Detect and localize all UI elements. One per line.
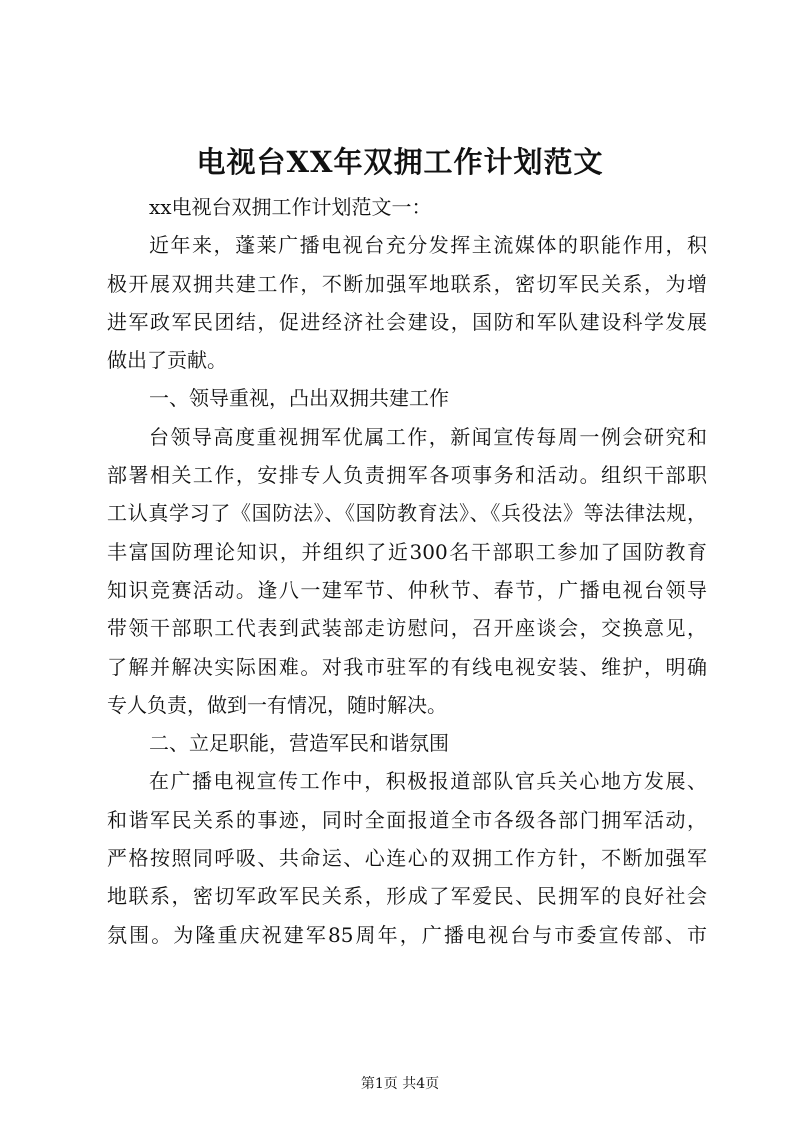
section-heading: 二、立足职能，营造军民和谐氛围 [149, 731, 449, 756]
page-footer: 第1页 共4页 [360, 1076, 440, 1092]
body-line: 地联系，密切军政军民关系，形成了军爱民、民拥军的良好社会 [107, 884, 707, 909]
section-heading: 一、领导重视，凸出双拥共建工作 [149, 386, 449, 411]
body-line: 极开展双拥共建工作，不断加强军地联系，密切军民关系，为增 [107, 271, 707, 296]
body-line: 工认真学习了《国防法》、《国防教育法》、《兵役法》等法律法规， [107, 501, 707, 526]
body-line: xx电视台双拥工作计划范文一： [149, 195, 432, 219]
document-title: 电视台XX年双拥工作计划范文 [196, 145, 604, 179]
body-line: 部署相关工作，安排专人负责拥军各项事务和活动。组织干部职 [107, 463, 707, 488]
body-line: 严格按照同呼吸、共命运、心连心的双拥工作方针，不断加强军 [107, 846, 707, 871]
body-line: 丰富国防理论知识，并组织了近300名干部职工参加了国防教育 [107, 539, 707, 564]
body-line: 进军政军民团结，促进经济社会建设，国防和军队建设科学发展 [107, 309, 707, 334]
body-line: 做出了贡献。 [107, 348, 227, 373]
body-line: 氛围。为隆重庆祝建军85周年，广播电视台与市委宣传部、市 [107, 922, 707, 947]
body-line: 和谐军民关系的事迹，同时全面报道全市各级各部门拥军活动， [107, 807, 707, 832]
body-line: 带领干部职工代表到武装部走访慰问，召开座谈会，交换意见， [107, 616, 707, 641]
body-line: 知识竞赛活动。逢八一建军节、仲秋节、春节，广播电视台领导 [107, 577, 707, 602]
body-line: 了解并解决实际困难。对我市驻军的有线电视安装、维护，明确 [107, 654, 707, 679]
body-line: 近年来，蓬莱广播电视台充分发挥主流媒体的职能作用，积 [149, 233, 707, 258]
body-line: 台领导高度重视拥军优属工作，新闻宣传每周一例会研究和 [149, 424, 707, 449]
body-line: 专人负责，做到一有情况，随时解决。 [107, 692, 447, 717]
document-body [107, 188, 707, 954]
body-line: 在广播电视宣传工作中，积极报道部队官兵关心地方发展、 [149, 769, 707, 794]
